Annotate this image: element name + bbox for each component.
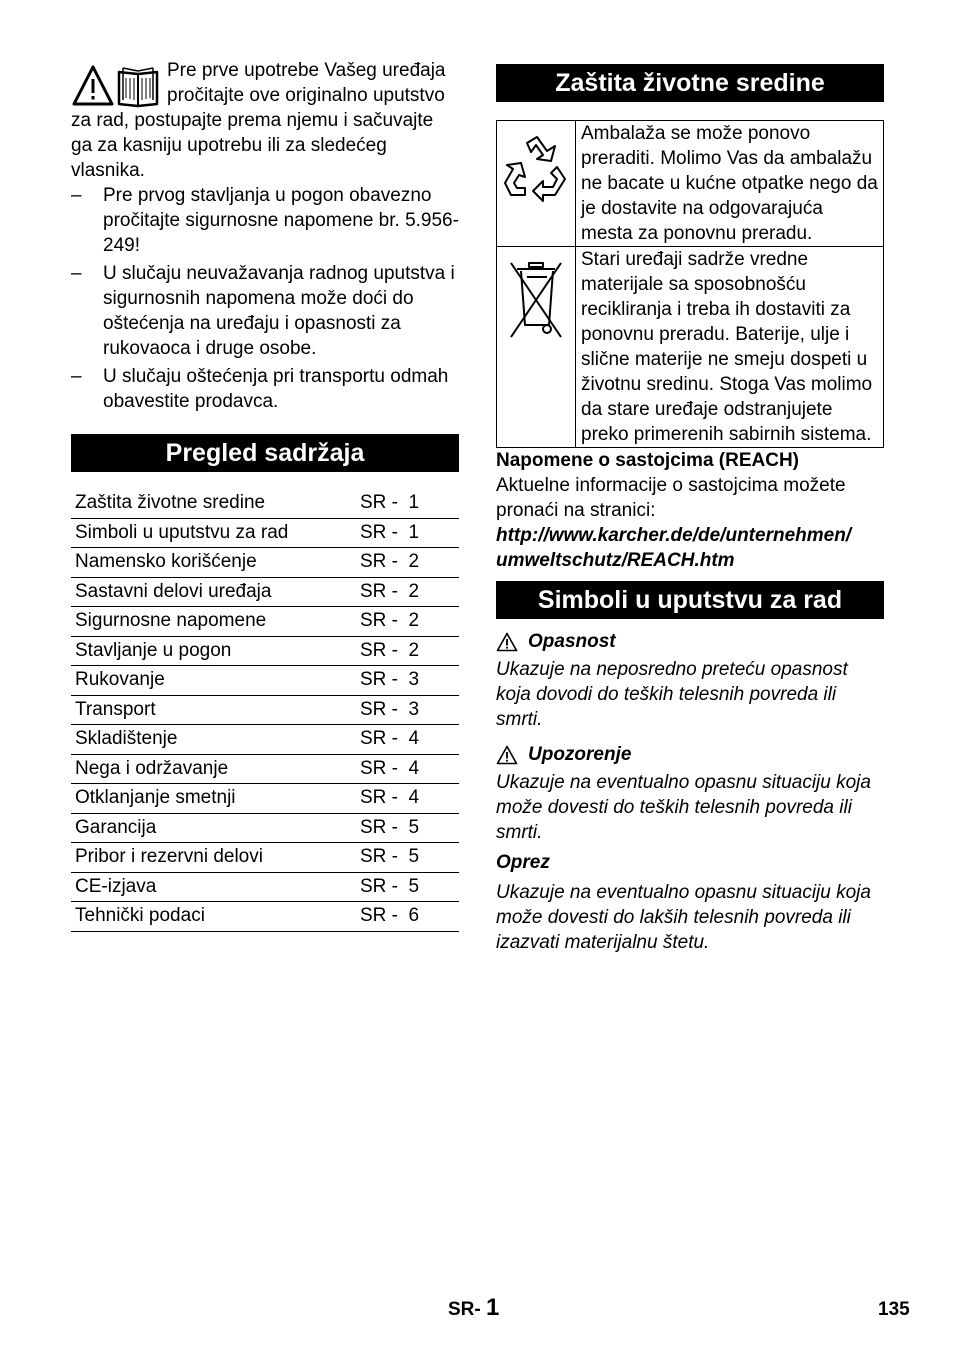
warning-text: Ukazuje na eventualno opasnu situaciju koja može dovesti do teških telesnih povreda ili smrti. [496, 772, 871, 843]
toc-label: Stavljanje u pogon [71, 636, 356, 666]
toc-page: SR - 4 [356, 754, 459, 784]
toc-label: Namensko korišćenje [71, 548, 356, 578]
table-row[interactable] [71, 489, 459, 518]
toc-heading: Pregled sadržaja [71, 434, 459, 472]
toc-page: SR - 2 [356, 607, 459, 637]
environment-table [496, 120, 884, 448]
intro-bullet-list [71, 183, 459, 414]
environment-heading: Zaštita životne sredine [496, 64, 884, 102]
footer-code-number: 1 [486, 1294, 500, 1321]
warning-triangle-icon [496, 745, 518, 765]
table-row [497, 121, 884, 247]
danger-label: Opasnost [528, 631, 616, 652]
table-row[interactable] [71, 518, 459, 548]
table-row[interactable] [71, 754, 459, 784]
toc-page: SR - 2 [356, 548, 459, 578]
table-row[interactable] [71, 725, 459, 755]
caution-label: Oprez [496, 852, 550, 873]
toc-page: SR - 4 [356, 784, 459, 814]
recycle-icon [497, 121, 575, 231]
symbols-heading: Simboli u uputstvu za rad [496, 581, 884, 619]
warning-triangle-icon [74, 67, 112, 104]
toc-label: Garancija [71, 813, 356, 843]
table-row[interactable] [71, 784, 459, 814]
caution-text: Ukazuje na eventualno opasnu situaciju koja može dovesti do lakših telesnih povreda ili izazvati materijalnu štetu. [496, 882, 871, 953]
bin-text: Stari uređaji sadrže vredne materijale sa sposobnošću recikliranja i treba ih dostaviti za ponovnu preradu. Baterije, ulje i slične materije ne smeju dospeti u životnu sredinu. Stoga Vas molimo da stare uređaje odstranjujete preko primerenih sabirnih sistema. [576, 247, 884, 448]
table-row[interactable] [71, 902, 459, 932]
bin-icon-cell [497, 247, 576, 448]
table-row [497, 247, 884, 448]
toc-page: SR - 5 [356, 843, 459, 873]
table-row[interactable] [71, 695, 459, 725]
toc-label: Skladištenje [71, 725, 356, 755]
list-item: – U slučaju neuvažavanja radnog uputstva i sigurnosnih napomena može doći do oštećenja na uređaju i opasnosti za rukovaoca i druge osobe. [71, 261, 459, 361]
page-number: 135 [878, 1299, 910, 1320]
recycle-icon-cell [497, 121, 576, 247]
list-item: – U slučaju oštećenja pri transportu odmah obavestite prodavca. [71, 364, 459, 414]
toc-page: SR - 5 [356, 872, 459, 902]
toc-page: SR - 3 [356, 666, 459, 696]
footer-section-code [448, 1295, 499, 1322]
recycle-text: Ambalaža se može ponovo preraditi. Molimo Vas da ambalažu ne bacate u kućne otpatke nego da je dostavite na odgovarajuća mesta za ponovnu preradu. [576, 121, 884, 247]
toc-label: Simboli u uputstvu za rad [71, 518, 356, 548]
toc-page: SR - 6 [356, 902, 459, 932]
toc-label: Nega i održavanje [71, 754, 356, 784]
toc-table [71, 489, 459, 932]
table-row[interactable] [71, 666, 459, 696]
toc-page: SR - 4 [356, 725, 459, 755]
right-column [496, 64, 884, 955]
toc-label: Rukovanje [71, 666, 356, 696]
danger-subheading [496, 629, 884, 654]
toc-label: Zaštita životne sredine [71, 489, 356, 518]
toc-page: SR - 1 [356, 518, 459, 548]
list-item: – Pre prvog stavljanja u pogon obavezno pročitajte sigurnosne napomene br. 5.956-249! [71, 183, 459, 258]
danger-text: Ukazuje na neposredno preteću opasnost koja dovodi do teških telesnih povreda ili smrti. [496, 659, 848, 730]
intro-text: Pre prve upotrebe Vašeg uređaja pročitajte ove originalno uputstvo za rad, postupajte prema njemu i sačuvajte ga za kasniju upotrebu ili za sledećeg vlasnika. [71, 60, 446, 181]
toc-page: SR - 3 [356, 695, 459, 725]
table-row[interactable] [71, 872, 459, 902]
warning-label: Upozorenje [528, 744, 632, 765]
table-row[interactable] [71, 607, 459, 637]
table-row[interactable] [71, 813, 459, 843]
reach-link-line1[interactable]: http://www.karcher.de/de/unternehmen/ [496, 525, 852, 546]
toc-label: Otklanjanje smetnji [71, 784, 356, 814]
toc-label: Transport [71, 695, 356, 725]
reach-heading: Napomene o sastojcima (REACH) [496, 450, 800, 471]
toc-label: Pribor i rezervni delovi [71, 843, 356, 873]
reach-text: Aktuelne informacije o sastojcima možete pronaći na stranici: [496, 475, 846, 521]
warning-triangle-icon [496, 632, 518, 652]
toc-page: SR - 2 [356, 636, 459, 666]
table-row[interactable] [71, 577, 459, 607]
toc-page: SR - 1 [356, 489, 459, 518]
toc-page: SR - 5 [356, 813, 459, 843]
warning-subheading [496, 742, 884, 767]
intro-icons [71, 64, 161, 108]
crossed-bin-icon [497, 247, 575, 347]
left-column [71, 58, 459, 932]
table-row[interactable] [71, 548, 459, 578]
footer-code-prefix: SR- [448, 1299, 481, 1320]
manual-book-icon [119, 68, 157, 106]
intro-section [71, 58, 459, 183]
reach-link-line2[interactable]: umweltschutz/REACH.htm [496, 550, 735, 571]
toc-label: CE-izjava [71, 872, 356, 902]
table-row[interactable] [71, 843, 459, 873]
table-row[interactable] [71, 636, 459, 666]
toc-label: Sastavni delovi uređaja [71, 577, 356, 607]
toc-page: SR - 2 [356, 577, 459, 607]
toc-label: Sigurnosne napomene [71, 607, 356, 637]
toc-label: Tehnički podaci [71, 902, 356, 932]
